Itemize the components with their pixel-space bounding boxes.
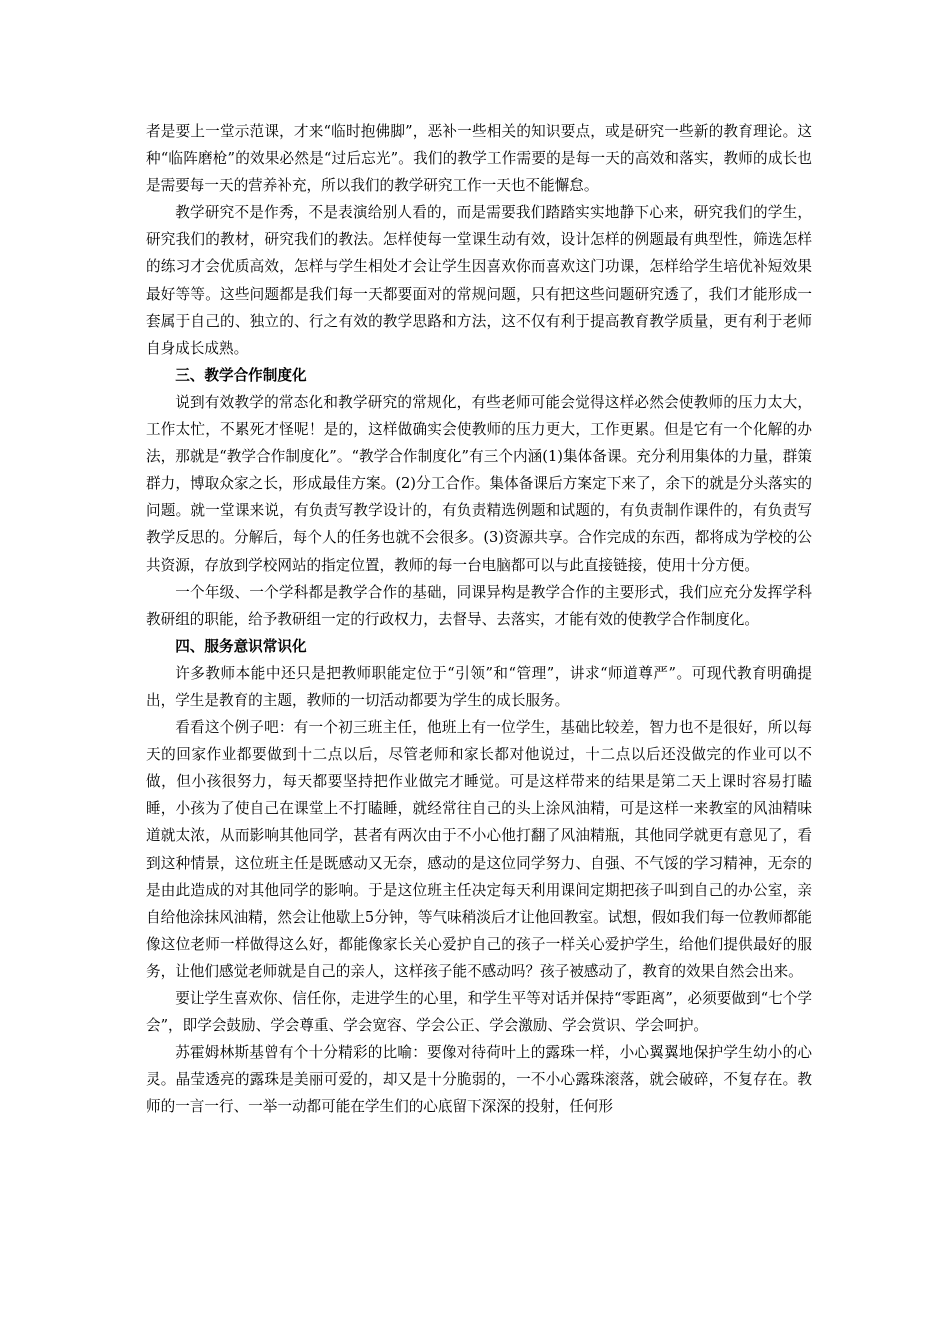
- paragraph-teaching-research: 教学研究不是作秀，不是表演给别人看的，而是需要我们踏踏实实地静下心来，研究我们的学生，研究我们的教材，研究我们的教法。怎样使每一堂课生动有效，设计怎样的例题最有典型性，筛选怎样的练习才会优质高效，怎样与学生相处才会让学生因喜欢你而喜欢这门功课，怎样给学生培优补短效果最好等等。这些问题都是我们每一天都要面对的常规问题，只有把这些问题研究透了，我们才能形成一套属于自己的、独立的、行之有效的教学思路和方法，这不仅有利于提高教育教学质量，更有利于老师自身成长成熟。: [146, 204, 812, 357]
- section-heading-4: 四、服务意识常识化: [175, 637, 307, 655]
- paragraph-cooperation: 说到有效教学的常态化和教学研究的常规化，有些老师可能会觉得这样必然会使教师的压力太大，工作太忙，不累死才怪呢！是的，这样做确实会使教师的压力更大，工作更累。但是它有一个化解的办法，那就是“教学合作制度化”。“教学合作制度化”有三个内涵(1)集体备课。充分利用集体的力量，群策群力，博取众家之长，形成最佳方案。(2)分工合作。集体备课后方案定下来了，余下的就是分头落实的问题。就一堂课来说，有负责写教学设计的，有负责精选例题和试题的，有负责制作课件的，有负责写教学反思的。分解后，每个人的任务也就不会很多。(3)资源共享。合作完成的东西，都将成为学校的公共资源，存放到学校网站的指定位置，教师的每一台电脑都可以与此直接链接，使用十分方便。: [146, 393, 812, 574]
- paragraph-example: 看看这个例子吧：有一个初三班主任，他班上有一位学生，基础比较差，智力也不是很好，所以每天的回家作业都要做到十二点以后，尽管老师和家长都对他说过，十二点以后还没做完的作业可以不做，但小孩很努力，每天都要坚持把作业做完才睡觉。可是这样带来的结果是第二天上课时容易打瞌睡，小孩为了使自己在课堂上不打瞌睡，就经常往自己的头上涂风油精，可是这样一来教室的风油精味道就太浓，从而影响其他同学，甚者有两次由于不小心他打翻了风油精瓶，其他同学就更有意见了，看到这种情景，这位班主任是既感动又无奈，感动的是这位同学努力、自强、不气馁的学习精神，无奈的是由此造成的对其他同学的影响。于是这位班主任决定每天利用课间定期把孩子叫到自己的办公室，亲自给他涂抹风油精，然会让他歇上5分钟，等气味稍淡后才让他回教室。试想，假如我们每一位教师都能像这位老师一样做得这么好，都能像家长关心爱护自己的孩子一样关心爱护学生，给他们提供最好的服务，让他们感觉老师就是自己的亲人，这样孩子能不感动吗？孩子被感动了，教育的效果自然会出来。: [146, 719, 813, 980]
- paragraph-seven-skills: 要让学生喜欢你、信任你，走进学生的心里，和学生平等对话并保持“零距离”，必须要做到“七个学会”，即学会鼓励、学会尊重、学会宽容、学会公正、学会激励、学会赏识、学会呵护。: [146, 990, 812, 1035]
- paragraph-sukhomlinsky: 苏霍姆林斯基曾有个十分精彩的比喻：要像对待荷叶上的露珠一样，小心翼翼地保护学生幼小的心灵。晶莹透亮的露珠是美丽可爱的，却又是十分脆弱的，一不小心露珠滚落，就会破碎，不复存在。教师的一言一行、一举一动都可能在学生们的心底留下深深的投射，任何形: [146, 1044, 812, 1116]
- paragraph-grade-subject: 一个年级、一个学科都是教学合作的基础，同课异构是教学合作的主要形式，我们应充分发挥学科教研组的职能，给予教研组一定的行政权力，去督导、去落实，才能有效的使教学合作制度化。: [146, 583, 812, 628]
- paragraph-intro-continued: 者是要上一堂示范课，才来“临时抱佛脚”，恶补一些相关的知识要点，或是研究一些新的教育理论。这种“临阵磨枪”的效果必然是“过后忘光”。我们的教学工作需要的是每一天的高效和落实，教师的成长也是需要每一天的营养补充，所以我们的教学研究工作一天也不能懈怠。: [146, 123, 812, 195]
- section-heading-3: 三、教学合作制度化: [175, 366, 307, 384]
- document-page: [146, 118, 812, 1120]
- paragraph-service-intro: 许多教师本能中还只是把教师职能定位于“引领”和“管理”，讲求“师道尊严”。可现代教育明确提出，学生是教育的主题，教师的一切活动都要为学生的成长服务。: [146, 664, 812, 709]
